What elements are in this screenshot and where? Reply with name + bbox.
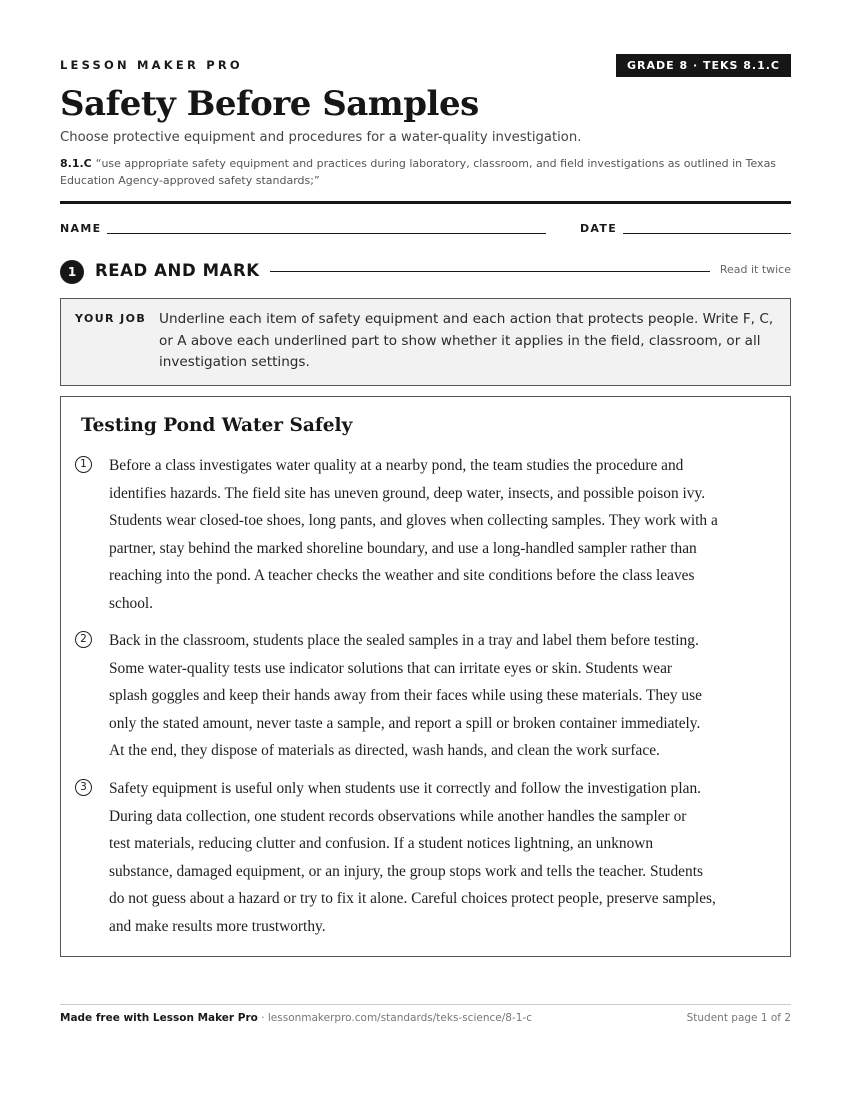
standard-statement (60, 155, 791, 189)
section-header (60, 260, 791, 284)
date-label: DATE (580, 222, 618, 235)
footer-made-with: Made free with Lesson Maker Pro (60, 1012, 258, 1024)
footer-divider (60, 1004, 791, 1005)
section-title: READ AND MARK (95, 261, 260, 280)
instructions-box (60, 298, 791, 386)
paragraph-line: school. (109, 594, 154, 612)
paragraph-line: Some water-quality tests use indicator solutions that can irritate eyes or skin. Students wear (109, 659, 673, 677)
grade-badge: GRADE 8 · TEKS 8.1.C (616, 54, 791, 77)
paragraph-line: Back in the classroom, students place the sealed samples in a tray and label them before testing. (109, 632, 699, 649)
instructions-label: YOUR JOB (75, 312, 147, 325)
paragraph-line: do not guess about a hazard or try to fix it alone. Careful choices protect people, preserve samples, (109, 890, 716, 908)
section-note: Read it twice (719, 263, 791, 276)
worksheet-page (60, 0, 791, 1100)
paragraph-text (109, 775, 775, 941)
standard-code: 8.1.C (60, 157, 92, 170)
date-write-line[interactable] (623, 233, 791, 234)
name-date-row (60, 222, 791, 238)
paragraph-number-icon: 3 (75, 779, 92, 796)
name-write-line[interactable] (107, 233, 546, 234)
paragraph-line: and make results more trustworthy. (109, 917, 326, 935)
paragraph-number-icon: 2 (75, 631, 92, 648)
reading-passage (60, 396, 791, 957)
paragraph-line: partner, stay behind the marked shoreline boundary, and use a long-handled sampler rather than (109, 539, 697, 557)
paragraph-line: identifies hazards. The field site has uneven ground, deep water, insects, and possible poison ivy. (109, 484, 706, 502)
paragraph-line: splash goggles and keep their hands away from their faces while using these materials. They use (109, 687, 702, 705)
header-divider (60, 201, 791, 204)
name-label: NAME (60, 222, 102, 235)
instructions-text: Underline each item of safety equipment and each action that protects people. Write F, C, or A above each underlined part to show whether it applies in the field, classroom, or all investigation settings. (159, 311, 774, 370)
page-subtitle: Choose protective equipment and procedures for a water-quality investigation. (60, 130, 582, 145)
paragraph-number-icon: 1 (75, 456, 92, 473)
paragraph-text (109, 627, 775, 765)
brand-name: LESSON MAKER PRO (60, 58, 243, 72)
passage-title: Testing Pond Water Safely (81, 415, 353, 436)
paragraph-line: Before a class investigates water quality at a nearby pond, the team studies the procedure and (109, 457, 684, 474)
footer-credit (60, 1012, 532, 1024)
section-number-badge: 1 (60, 260, 84, 284)
page-title: Safety Before Samples (60, 84, 479, 124)
paragraph-line: At the end, they dispose of materials as directed, wash hands, and clean the work surface. (109, 742, 660, 760)
footer-separator: · (257, 1012, 268, 1024)
paragraph-line: test materials, reducing clutter and confusion. If a student notices lightning, an unknown (109, 835, 654, 853)
paragraph-line: Safety equipment is useful only when students use it correctly and follow the investigation plan. (109, 780, 701, 797)
paragraph-line: During data collection, one student records observations while another handles the sampler or (109, 807, 687, 825)
footer-url-link[interactable]: lessonmakerpro.com/standards/teks-science/8-1-c (267, 1012, 532, 1024)
footer-page-number: Student page 1 of 2 (686, 1012, 791, 1024)
paragraph-line: only the stated amount, never taste a sample, and report a spill or broken container immediately. (109, 714, 701, 732)
section-rule (270, 271, 710, 272)
standard-text: “use appropriate safety equipment and practices during laboratory, classroom, and field investigations as outlined in Texas Education Agency-approved safety standards;” (60, 157, 777, 187)
paragraph-text (109, 452, 775, 618)
paragraph-line: Students wear closed-toe shoes, long pants, and gloves when collecting samples. They work with a (109, 512, 718, 530)
paragraph-line: substance, damaged equipment, or an injury, the group stops work and tells the teacher. Students (109, 862, 703, 880)
paragraph-line: reaching into the pond. A teacher checks the weather and site conditions before the class leaves (109, 567, 695, 585)
